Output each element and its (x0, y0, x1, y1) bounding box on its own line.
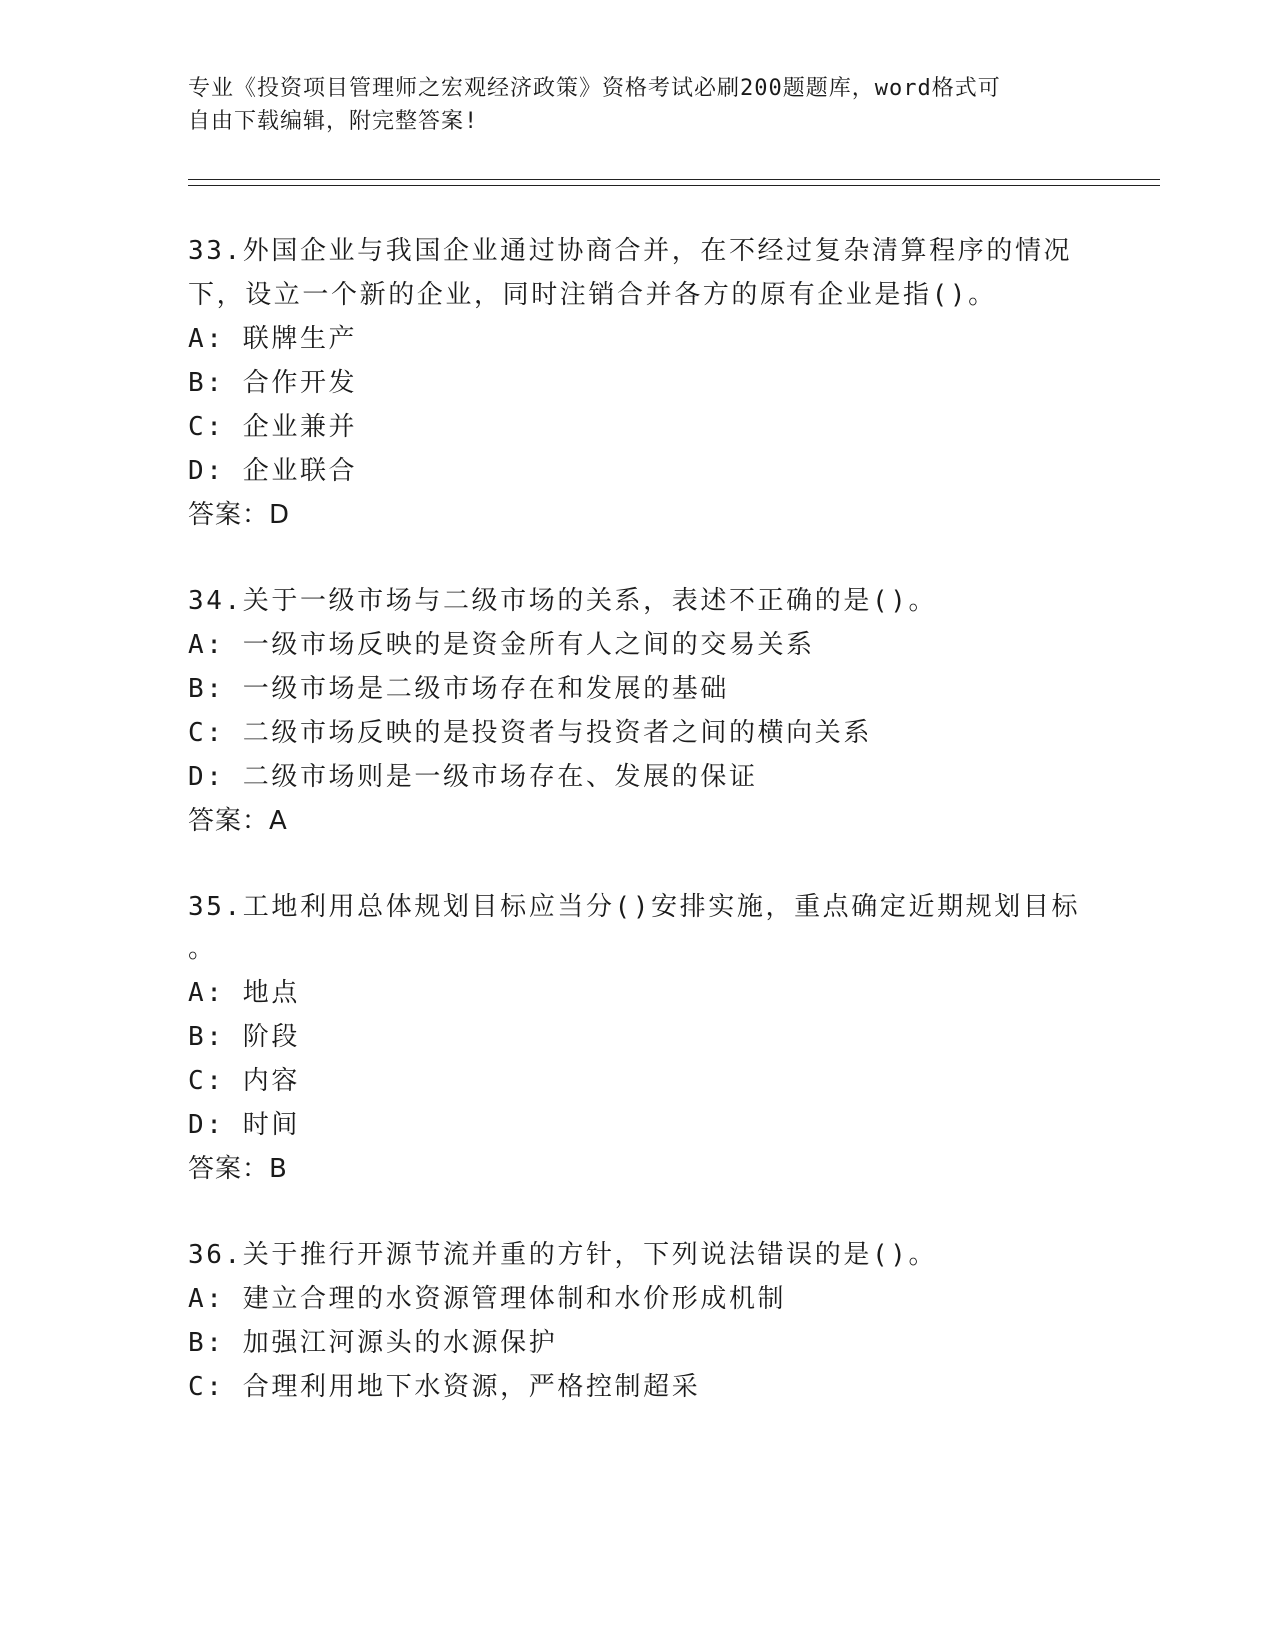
question-33-stem-line-2: 下，设立一个新的企业，同时注销合并各方的原有企业是指()。 (188, 280, 997, 310)
question-34-option-b: B: 一级市场是二级市场存在和发展的基础 (188, 674, 729, 704)
question-33-answer: 答案：D (188, 500, 291, 530)
question-34-option-a: A: 一级市场反映的是资金所有人之间的交易关系 (188, 630, 815, 660)
question-33-option-d: D: 企业联合 (188, 456, 358, 486)
header-divider-bottom (188, 185, 1160, 186)
question-36-option-b: B: 加强江河源头的水源保护 (188, 1328, 558, 1358)
question-33-option-a: A: 联牌生产 (188, 324, 358, 354)
question-34-answer: 答案：A (188, 806, 288, 836)
question-33-option-b: B: 合作开发 (188, 368, 358, 398)
question-36-stem-line-1: 36.关于推行开源节流并重的方针，下列说法错误的是()。 (188, 1240, 938, 1270)
header-line-1: 专业《投资项目管理师之宏观经济政策》资格考试必刷200题题库，word格式可 (188, 76, 1001, 101)
header-line-2: 自由下载编辑，附完整答案! (188, 109, 479, 134)
question-35-option-b: B: 阶段 (188, 1022, 300, 1052)
document-header (188, 72, 1068, 138)
header-divider-top (188, 179, 1160, 180)
question-35-stem-line-2: 。 (188, 934, 217, 964)
question-36-option-c: C: 合理利用地下水资源，严格控制超采 (188, 1372, 701, 1402)
question-33-stem-line-1: 33.外国企业与我国企业通过协商合并，在不经过复杂清算程序的情况 (188, 236, 1073, 266)
question-34-stem-line-1: 34.关于一级市场与二级市场的关系，表述不正确的是()。 (188, 586, 938, 616)
question-34-option-d: D: 二级市场则是一级市场存在、发展的保证 (188, 762, 758, 792)
question-34-option-c: C: 二级市场反映的是投资者与投资者之间的横向关系 (188, 718, 872, 748)
question-35-option-d: D: 时间 (188, 1110, 300, 1140)
question-33-option-c: C: 企业兼并 (188, 412, 358, 442)
question-35-answer: 答案：B (188, 1154, 288, 1184)
question-35-stem-line-1: 35.工地利用总体规划目标应当分()安排实施，重点确定近期规划目标 (188, 892, 1081, 922)
question-36-option-a: A: 建立合理的水资源管理体制和水价形成机制 (188, 1284, 787, 1314)
question-35-option-c: C: 内容 (188, 1066, 300, 1096)
question-35-option-a: A: 地点 (188, 978, 300, 1008)
